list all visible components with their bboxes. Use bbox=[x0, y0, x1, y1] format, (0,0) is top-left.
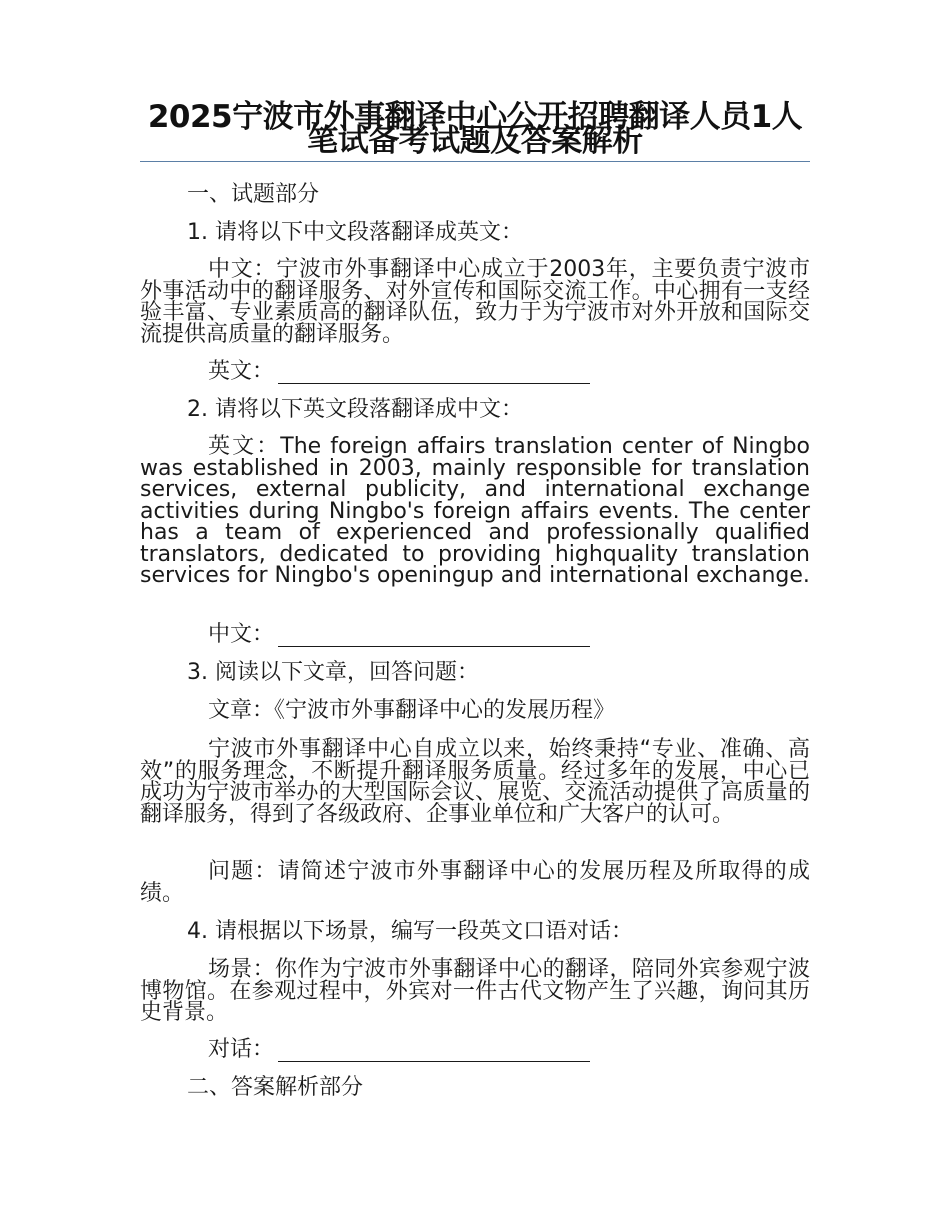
question-4-scenario-text: 场景：你作为宁波市外事翻译中心的翻译，陪同外宾参观宁波博物馆。在参观过程中，外宾对一件古代文物产生了兴趣，询问其历史背景。 bbox=[140, 957, 810, 1025]
section-heading-questions: 一、试题部分 bbox=[187, 182, 320, 207]
question-3-article-title: 文章：《宁波市外事翻译中心的发展历程》 bbox=[208, 698, 616, 723]
question-1-answer-label: 英文： bbox=[208, 359, 275, 384]
answer-blank bbox=[278, 1039, 590, 1062]
question-3-article-text: 宁波市外事翻译中心自成立以来，始终秉持“专业、准确、高效”的服务理念，不断提升翻译服务质量。经过多年的发展，中心已成功为宁波市举办的大型国际会议、展览、交流活动提供了高质量的翻译服务，得到了各级政府、企事业单位和广大客户的认可。 bbox=[140, 737, 810, 827]
question-2-answer-label: 中文： bbox=[208, 622, 275, 647]
title-underline bbox=[140, 161, 810, 162]
question-1-answer-line bbox=[208, 360, 590, 384]
document-title: 2025宁波市外事翻译中心公开招聘翻译人员1人笔试备考试题及答案解析 bbox=[147, 99, 803, 159]
question-2-source-text: 英文：The foreign affairs translation center of Ningbo was established in 2003, mainly responsible for translation services, external publicity, and international exchange activities during Ningbo's foreign affairs events. The center has a team of experienced and professionally qualified translators, dedicated to providing highquality translation services for Ningbo's openingup and international exchange. bbox=[140, 434, 810, 588]
answer-blank bbox=[278, 361, 590, 384]
section-heading-answers: 二、答案解析部分 bbox=[187, 1075, 364, 1100]
question-2-heading: 2. 请将以下英文段落翻译成中文： bbox=[187, 397, 523, 422]
question-3-heading: 3. 阅读以下文章，回答问题： bbox=[187, 660, 479, 685]
question-4-heading: 4. 请根据以下场景，编写一段英文口语对话： bbox=[187, 919, 633, 944]
question-1-source-text: 中文：宁波市外事翻译中心成立于2003年，主要负责宁波市外事活动中的翻译服务、对外宣传和国际交流工作。中心拥有一支经验丰富、专业素质高的翻译队伍，致力于为宁波市对外开放和国际交流提供高质量的翻译服务。 bbox=[140, 257, 810, 347]
question-4-answer-label: 对话： bbox=[208, 1037, 275, 1062]
answer-blank bbox=[278, 624, 590, 647]
question-4-answer-line bbox=[208, 1038, 590, 1062]
question-3-question-text: 问题：请简述宁波市外事翻译中心的发展历程及所取得的成绩。 bbox=[140, 859, 810, 906]
question-1-heading: 1. 请将以下中文段落翻译成英文： bbox=[187, 220, 523, 245]
question-2-answer-line bbox=[208, 623, 590, 647]
